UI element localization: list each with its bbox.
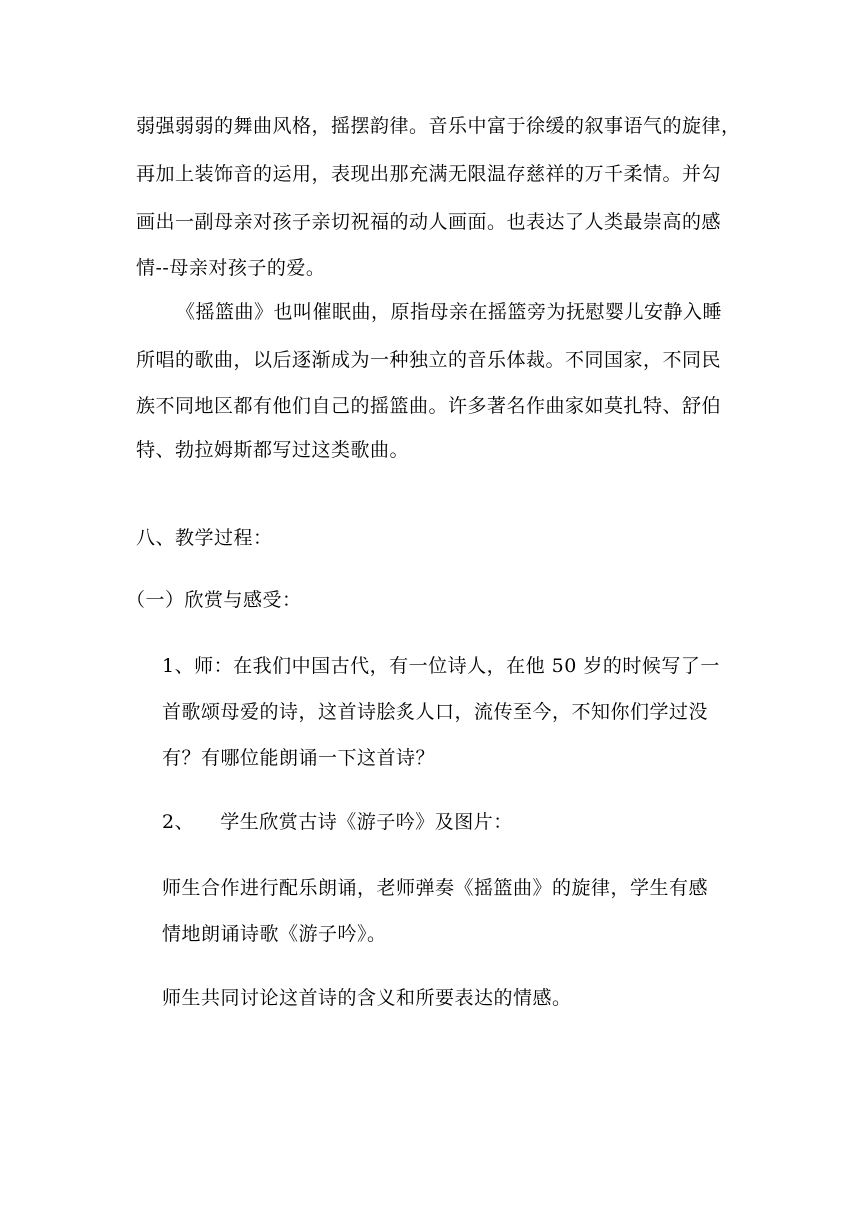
lullaby-line-4: 特、勃拉姆斯都写过这类歌曲。 — [136, 439, 410, 461]
subsection-heading: （一）欣赏与感受： — [126, 589, 302, 611]
discussion-line-1: 师生共同讨论这首诗的含义和所要表达的情感。 — [162, 987, 572, 1009]
lullaby-line-2: 所唱的歌曲，以后逐渐成为一种独立的音乐体裁。不同国家，不同民 — [136, 349, 722, 371]
item2-detail-line-1: 师生合作进行配乐朗诵，老师弹奏《摇篮曲》的旋律，学生有感 — [162, 877, 709, 899]
lullaby-line-1: 《摇篮曲》也叫催眠曲，原指母亲在摇篮旁为抚慰婴儿安静入睡 — [176, 301, 723, 323]
intro-line-2: 再加上装饰音的运用，表现出那充满无限温存慈祥的万千柔情。并勾 — [136, 163, 722, 185]
lullaby-line-3: 族不同地区都有他们自己的摇篮曲。许多著名作曲家如莫扎特、舒伯 — [136, 395, 722, 417]
intro-line-1: 弱强弱弱的舞曲风格，摇摆韵律。音乐中富于徐缓的叙事语气的旋律， — [136, 115, 741, 137]
intro-line-4: 情--母亲对孩子的爱。 — [136, 257, 326, 279]
item1-line-2: 首歌颂母爱的诗，这首诗脍炙人口，流传至今，不知你们学过没 — [162, 701, 709, 723]
item2-line-1: 2、 学生欣赏古诗《游子吟》及图片： — [162, 811, 513, 833]
item1-line-1: 1、师：在我们中国古代，有一位诗人，在他 50 岁的时候写了一 — [162, 655, 720, 677]
intro-line-3: 画出一副母亲对孩子亲切祝福的动人画面。也表达了人类最崇高的感 — [136, 211, 722, 233]
item1-line-3: 有？有哪位能朗诵一下这首诗？ — [162, 747, 436, 769]
item2-detail-line-2: 情地朗诵诗歌《游子吟》。 — [162, 923, 387, 945]
section-heading: 八、教学过程： — [136, 527, 273, 549]
